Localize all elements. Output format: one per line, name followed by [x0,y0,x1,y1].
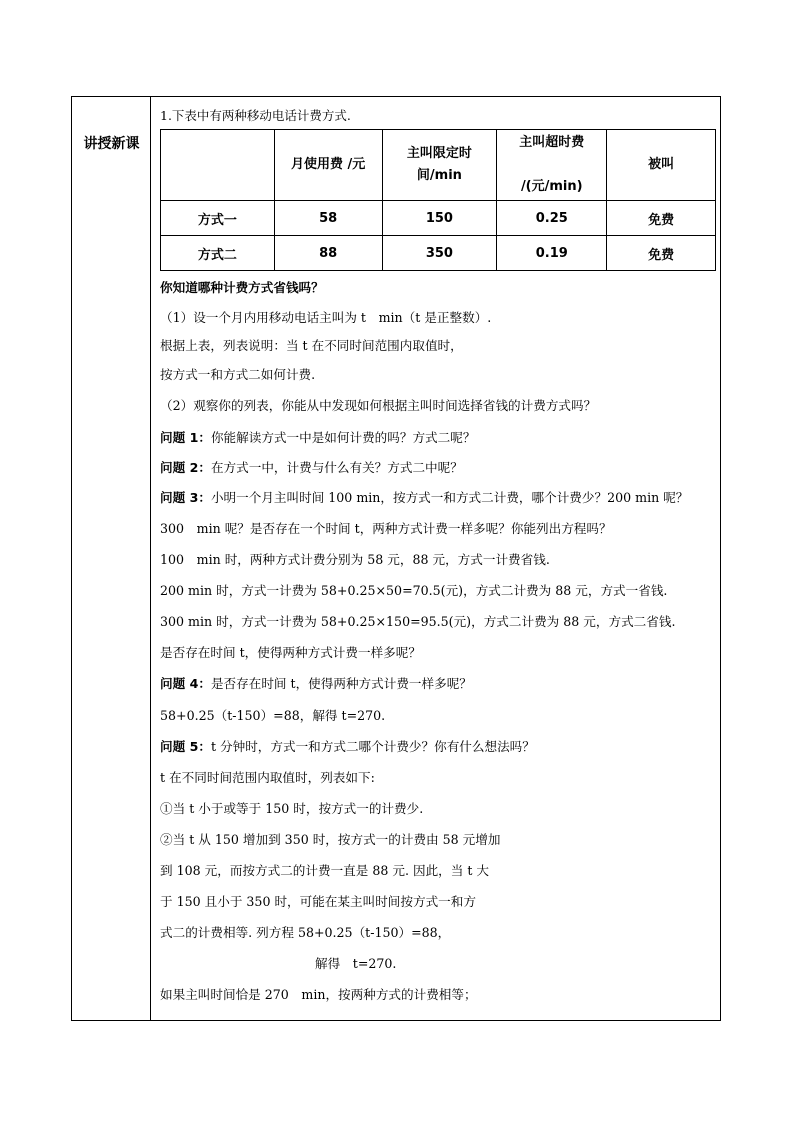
line-text: 于 150 且小于 350 时，可能在某主叫时间按方式一和方 [160,894,476,909]
line-text: 到 108 元，而按方式二的计费一直是 88 元. 因此，当 t 大 [160,863,490,878]
text-line [160,427,475,446]
text-line [160,705,385,724]
text-line [160,860,489,879]
line-text: （1）设一个月内用移动电话主叫为 t min（t 是正整数）. [160,310,492,325]
table-cell: 0.19 [497,236,607,271]
section-label: 讲授新课 [83,136,140,152]
line-text: 你能解读方式一中是如何计费的吗？方式二呢？ [210,430,476,445]
table-cell: 58 [274,201,382,236]
line-text: 根据上表，列表说明：当 t 在不同时间范围内取值时， [160,338,463,353]
intro-text: 1.下表中有两种移动电话计费方式. [160,108,351,123]
line-text: 按方式一和方式二如何计费. [160,367,316,382]
line-text: 小明一个月主叫时间 100 min，按方式一和方式二计费，哪个计费少？200 min 呢？ [210,490,689,505]
text-line [160,922,450,941]
table-row [161,236,716,271]
line-text: 200 min 时，方式一计费为 58+0.25×50=70.5(元)，方式二计费为 88 元，方式一省钱. [160,583,668,598]
text-line [160,487,688,506]
text-line [160,798,423,817]
line-text: （2）观察你的列表，你能从中发现如何根据主叫时间选择省钱的计费方式吗？ [160,398,597,413]
line-text: 式二的计费相等. 列方程 58+0.25（t-150）=88， [160,925,451,940]
text-line [160,580,667,599]
question-label: 问题 3： [160,490,211,505]
text-line [160,642,421,661]
line-text: ②当 t 从 150 增加到 350 时，按方式一的计费由 58 元增加 [160,832,501,847]
line-text: 是否存在时间 t，使得两种方式计费一样多呢？ [210,676,472,691]
question-label: 问题 2： [160,460,211,475]
text-line [160,984,477,1003]
text-line [160,364,315,383]
text-line [160,736,535,755]
section-column [72,97,151,1020]
question-label: 问题 1： [160,430,211,445]
line-text: 300 min 时，方式一计费为 58+0.25×150=95.5(元)，方式二计费为 88 元，方式二省钱. [160,614,676,629]
table-header-cell: 被叫 [607,130,716,201]
table-cell: 88 [274,236,382,271]
line-text: t 在不同时间范围内取值时，列表如下: [160,770,375,785]
table-cell: 免费 [607,201,716,236]
question-label: 问题 4： [160,676,211,691]
table-cell: 免费 [607,236,716,271]
table-cell: 350 [382,236,497,271]
text-line [160,549,550,568]
text-line [160,673,472,692]
line-text: 在方式一中，计费与什么有关？方式二中呢？ [210,460,463,475]
text-line [160,829,500,848]
line-text: 300 min 呢？是否存在一个时间 t，两种方式计费一样多呢？你能列出方程吗？ [160,521,612,536]
text-line [160,457,463,476]
table-cell: 150 [382,201,497,236]
text-line [160,335,463,354]
text-line [160,518,612,537]
line-text: 解得 t=270. [315,956,397,971]
question-label: 问题 5： [160,739,211,754]
text-line [160,277,324,296]
table-row [161,201,716,236]
line-text: t 分钟时，方式一和方式二哪个计费少？你有什么想法吗？ [210,739,535,754]
text-line [315,953,396,972]
line-text: 你知道哪种计费方式省钱吗？ [160,280,324,295]
table-header-cell: 主叫限定时 间/min [382,130,497,201]
table-cell: 方式一 [161,201,275,236]
line-text: ①当 t 小于或等于 150 时，按方式一的计费少. [160,801,424,816]
text-line [160,611,675,630]
line-text: 是否存在时间 t，使得两种方式计费一样多呢？ [160,645,421,660]
table-header-cell: 月使用费 /元 [274,130,382,201]
fee-table [160,129,716,271]
table-header-row [161,130,716,201]
text-line [160,395,596,414]
table-header-cell: 主叫超时费 /(元/min) [497,130,607,201]
text-line [160,307,491,326]
text-line [160,891,476,910]
line-text: 100 min 时，两种方式计费分别为 58 元，88 元，方式一计费省钱. [160,552,550,567]
line-text: 58+0.25（t-150）=88，解得 t=270. [160,708,386,723]
table-cell: 方式二 [161,236,275,271]
table-cell: 0.25 [497,201,607,236]
line-text: 如果主叫时间恰是 270 min，按两种方式的计费相等； [160,987,477,1002]
lesson-frame [71,96,721,1021]
table-header-cell [161,130,275,201]
text-line [160,767,375,786]
